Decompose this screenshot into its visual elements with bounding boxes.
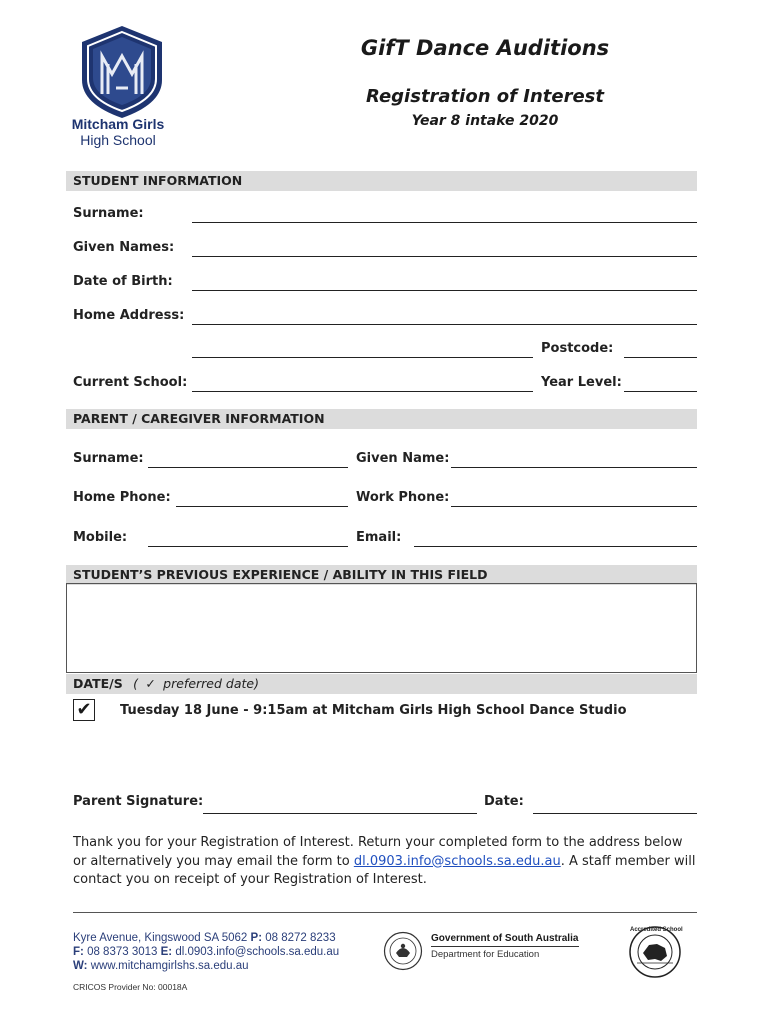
student-address-line2-field[interactable] <box>192 357 533 358</box>
work-phone-field[interactable] <box>451 506 697 507</box>
signature-date-label: Date: <box>484 794 524 809</box>
student-address-label: Home Address: <box>73 308 185 323</box>
page-title: GifT Dance Auditions <box>360 36 610 60</box>
closing-text-end: . A staff member will contact you on receipt of your Registration of Interest. <box>73 853 696 887</box>
closing-paragraph <box>73 834 699 890</box>
postcode-field[interactable] <box>624 357 697 358</box>
current-school-label: Current School: <box>73 375 188 390</box>
footer-fax: 08 8373 3013 <box>87 946 158 958</box>
footer-line-address <box>73 931 336 945</box>
parent-info-heading: PARENT / CAREGIVER INFORMATION <box>66 409 697 429</box>
gov-sa-divider <box>431 946 579 947</box>
date-option-checkbox[interactable] <box>73 699 95 721</box>
student-given-names-label: Given Names: <box>73 240 175 255</box>
school-name-line1: Mitcham Girls <box>71 116 165 132</box>
footer-address: Kyre Avenue, Kingswood SA 5062 <box>73 932 248 944</box>
year-level-label: Year Level: <box>541 375 622 390</box>
dates-heading-paren: ( <box>133 676 138 691</box>
student-info-heading: STUDENT INFORMATION <box>66 171 697 191</box>
dates-heading-label: DATE/S <box>73 676 123 691</box>
email-link[interactable]: dl.0903.info@schools.sa.edu.au <box>353 853 561 869</box>
signature-date-field[interactable] <box>533 813 697 814</box>
footer-divider <box>73 912 697 913</box>
dates-heading <box>66 674 697 694</box>
check-mark-icon: ✓ <box>145 676 156 691</box>
mobile-label: Mobile: <box>73 530 128 545</box>
parent-signature-field[interactable] <box>203 813 477 814</box>
parent-given-name-label: Given Name: <box>356 451 450 466</box>
closing-text-start: Thank you for your Registration of Interest. Return your completed form to the address below or alternatively you may email the form to <box>73 835 683 869</box>
student-address-field[interactable] <box>192 324 697 325</box>
accredited-school-text: Accredited School <box>630 927 683 933</box>
sa-seal-icon <box>383 931 423 971</box>
gov-sa-logo <box>431 933 581 963</box>
home-phone-field[interactable] <box>176 506 348 507</box>
gov-sa-name: Government of South Australia <box>431 933 579 944</box>
footer-e-label: E: <box>160 946 173 958</box>
school-logo <box>62 24 182 148</box>
work-phone-label: Work Phone: <box>356 490 450 505</box>
footer-f-label: F: <box>73 946 84 958</box>
student-surname-field[interactable] <box>192 222 697 223</box>
parent-signature-label: Parent Signature: <box>73 794 204 809</box>
footer-p-label: P: <box>250 932 263 944</box>
footer-website: www.mitchamgirlshs.sa.edu.au <box>90 960 249 972</box>
footer-line-fax <box>73 945 339 959</box>
postcode-label: Postcode: <box>541 341 614 356</box>
date-option-label: Tuesday 18 June - 9:15am at Mitcham Girls High School Dance Studio <box>120 703 627 718</box>
school-name-line2: High School <box>80 132 156 148</box>
checkbox-checked-icon: ✔ <box>76 699 92 720</box>
email-field[interactable] <box>414 546 697 547</box>
current-school-field[interactable] <box>192 391 533 392</box>
footer-phone: 08 8272 8233 <box>265 932 336 944</box>
accredited-school-seal-icon <box>627 925 683 979</box>
footer-line-web <box>73 959 249 973</box>
cricos-number: CRICOS Provider No: 00018A <box>73 982 188 992</box>
parent-given-name-field[interactable] <box>451 467 697 468</box>
experience-textarea[interactable] <box>66 583 697 673</box>
footer-w-label: W: <box>73 960 88 972</box>
school-crest-icon <box>62 24 182 120</box>
year-level-field[interactable] <box>624 391 697 392</box>
gov-sa-department: Department for Education <box>431 949 540 960</box>
email-label: Email: <box>356 530 402 545</box>
intake-year: Year 8 intake 2020 <box>411 113 559 129</box>
experience-heading: STUDENT’S PREVIOUS EXPERIENCE / ABILITY IN THIS FIELD <box>66 565 697 585</box>
parent-surname-label: Surname: <box>73 451 144 466</box>
student-surname-label: Surname: <box>73 206 144 221</box>
student-dob-field[interactable] <box>192 290 697 291</box>
preferred-date-note: preferred date) <box>163 676 259 691</box>
footer-email: dl.0903.info@schools.sa.edu.au <box>175 946 340 958</box>
mobile-field[interactable] <box>148 546 348 547</box>
page-subtitle: Registration of Interest <box>366 86 604 107</box>
student-given-names-field[interactable] <box>192 256 697 257</box>
parent-surname-field[interactable] <box>148 467 348 468</box>
home-phone-label: Home Phone: <box>73 490 171 505</box>
student-dob-label: Date of Birth: <box>73 274 173 289</box>
